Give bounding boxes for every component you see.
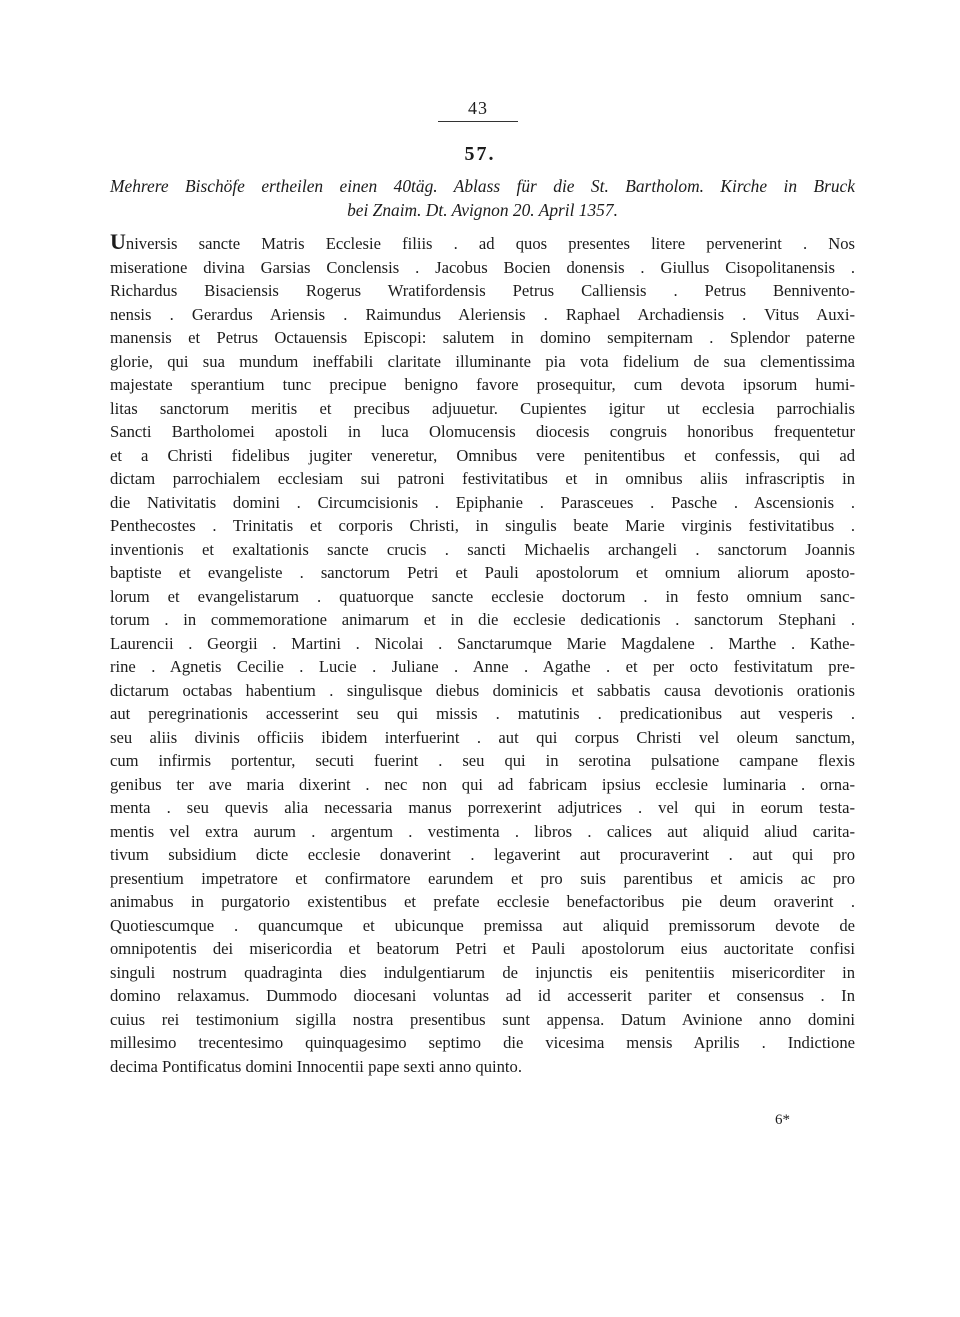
body-line: rine . Agnetis Cecilie . Lucie . Juliane . Anne . Agathe . et per octo festivitatum pre-: [110, 657, 855, 676]
body-line: litas sanctorum meritis et precibus adjuuetur. Cupientes igitur ut ecclesia parrochialis: [110, 398, 855, 418]
body-line: Penthecostes . Trinitatis et corporis Christi, in singulis beate Marie virginis festivitatibus .: [110, 516, 855, 535]
page-number-rule: [438, 121, 518, 122]
initial-letter: U: [110, 229, 126, 254]
body-line: lorum et evangelistarum . quatuorque sancte ecclesie doctorum . in festo omnium sanc-: [110, 586, 855, 606]
body-line: die Nativitatis domini . Circumcisionis . Epiphanie . Parasceues . Pasche . Ascensionis .: [110, 492, 855, 512]
body-line: Quotiescumque . quancumque et ubicunque premissa aut aliquid premissorum devote de: [110, 915, 855, 935]
heading-line: bei Znaim. Dt. Avignon 20. April 1357.: [347, 200, 618, 220]
document-heading: [110, 174, 855, 222]
body-line: et a Christi fidelibus jugiter veneretur, Omnibus vere penitentibus et confessis, qui ad: [110, 445, 855, 465]
page-number: 43: [468, 98, 488, 118]
document-number: 57.: [464, 143, 496, 165]
body-line: seu aliis divinis officiis ibidem interfuerint . aut qui corpus Christi vel oleum sanctum,: [110, 727, 855, 747]
body-line: torum . in commemoratione animarum et in die ecclesie dedicationis . sanctorum Stephani .: [110, 610, 855, 629]
body-line: presentium impetratore et confirmatore earundem et pro suis parentibus et amicis ac pro: [110, 868, 855, 888]
body-line: aut peregrinationis accesserint seu qui missis . matutinis . predicationibus aut vesperis .: [110, 704, 855, 723]
body-line: omnipotentis dei misericordia et beatorum Petri et Pauli apostolorum eius auctoritate confisi: [110, 939, 855, 958]
body-line: nensis . Gerardus Ariensis . Raimundus Aleriensis . Raphael Archadiensis . Vitus Auxi-: [110, 304, 855, 324]
body-line: mentis vel extra aurum . argentum . vestimenta . libros . calices aut aliquid aliud carita-: [110, 821, 855, 841]
first-line-text: niversis sancte Matris Ecclesie filiis . ad quos presentes litere pervenerint . Nos: [125, 234, 855, 253]
body-line: manensis et Petrus Octauensis Episcopi: salutem in domino sempiternam . Splendor paterne: [110, 328, 855, 347]
body-line: animabus in purgatorio existentibus et prefate ecclesie benefactoribus pie deum oraverint .: [110, 892, 855, 911]
body-line: tivum subsidium dicte ecclesie donaverint . legaverint aut procuraverint . aut qui pro: [110, 845, 855, 864]
body-line: glorie, qui sua mundum ineffabili claritate illuminante pia vota fidelium de sua clementissima: [110, 351, 855, 371]
body-line: singuli nostrum quadraginta dies indulgentiarum de injunctis eis penitentiis misericorditer in: [110, 962, 855, 982]
heading-line: Mehrere Bischöfe ertheilen einen 40täg. Ablass für die St. Bartholom. Kirche in Bruck: [110, 176, 855, 196]
body-line: Sancti Bartholomei apostoli in luca Olomucensis diocesis congruis honoribus frequentetur: [110, 422, 855, 441]
body-line: dictam parrochialem ecclesiam sui patroni festivitatibus et in omnibus aliis infrascriptis in: [110, 469, 855, 488]
body-line: domino relaxamus. Dummodo diocesani voluntas ad id accesserit pariter et consensus . In: [110, 986, 855, 1005]
body-line: menta . seu quevis alia necessaria manus porrexerint adjutrices . vel qui in eorum testa-: [110, 798, 855, 817]
signature-mark: 6*: [775, 1112, 790, 1128]
body-line-first: [110, 229, 855, 256]
body-line: dictarum octabas habentium . singulisque diebus dominicis et sabbatis causa devotionis orationis: [110, 680, 855, 700]
body-line: miseratione divina Garsias Conclensis . Jacobus Bocien donensis . Giullus Cisopolitanensis .: [110, 257, 855, 277]
body-line: millesimo trecentesimo quinquagesimo septimo die vicesima mensis Aprilis . Indictione: [110, 1033, 855, 1052]
body-line: genibus ter ave maria dixerint . nec non qui ad fabricam ipsius ecclesie luminaria . orna-: [110, 774, 855, 794]
body-line: inventionis et exaltationis sancte crucis . sancti Michaelis archangeli . sanctorum Joannis: [110, 539, 855, 559]
body-line: Laurencii . Georgii . Martini . Nicolai . Sanctarumque Marie Magdalene . Marthe . Kathe-: [110, 633, 855, 653]
body-line: Richardus Bisaciensis Rogerus Wratifordensis Petrus Calliensis . Petrus Bennivento-: [110, 281, 855, 300]
body-line: majestate sperantium tunc precipue benigno favore prosequitur, cum devota ipsorum humi-: [110, 375, 855, 394]
body-line: cum infirmis portentur, secuti fuerint . seu qui in serotina pulsatione campane flexis: [110, 751, 855, 770]
document-body: [110, 229, 855, 1078]
body-line: decima Pontificatus domini Innocentii pape sexti anno quinto.: [110, 1056, 522, 1076]
body-line: baptiste et evangeliste . sanctorum Petri et Pauli apostolorum et omnium aliorum aposto-: [110, 563, 855, 582]
body-line: cuius rei testimonium sigilla nostra presentibus sunt appensa. Datum Avinione anno domini: [110, 1009, 855, 1029]
